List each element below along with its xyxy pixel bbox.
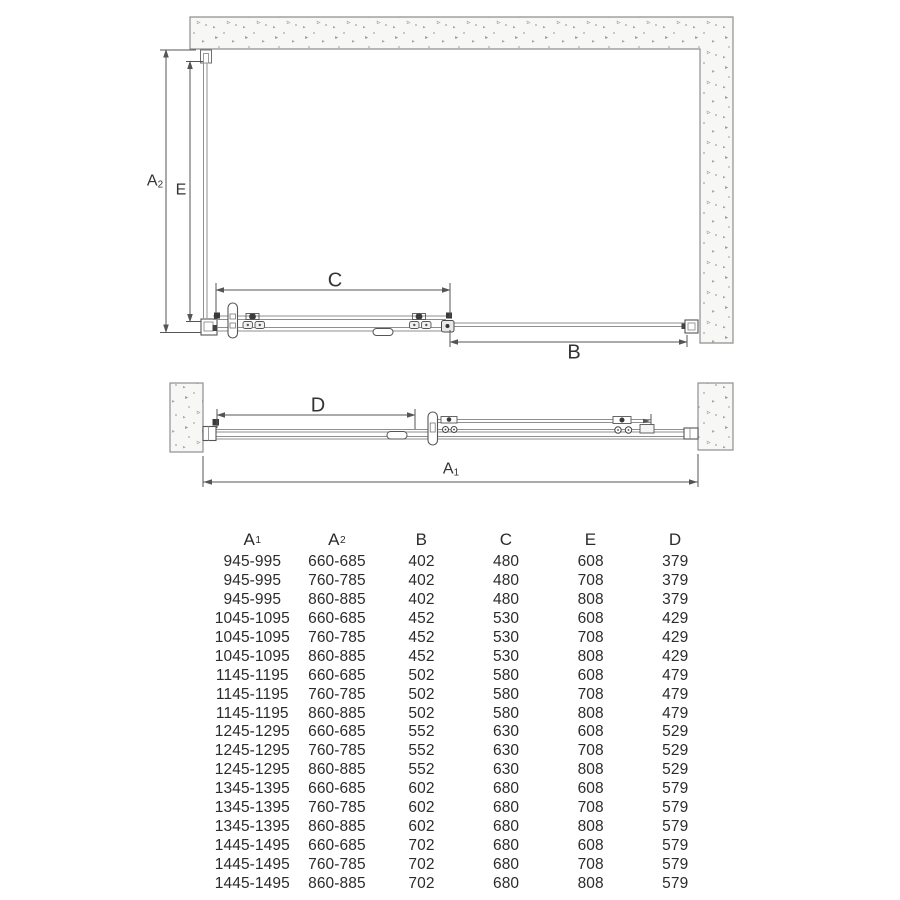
dimension-label-d: D xyxy=(310,394,326,417)
cell-a2: 760-785 xyxy=(308,855,366,873)
cell-b: 452 xyxy=(408,647,435,665)
cell-b: 702 xyxy=(408,874,435,892)
cell-d: 579 xyxy=(662,855,689,873)
cell-d: 379 xyxy=(662,553,689,571)
table-row xyxy=(210,572,718,591)
cell-a2: 660-685 xyxy=(308,610,366,628)
overlap-bracket xyxy=(442,321,455,333)
cell-e: 608 xyxy=(577,610,604,628)
cell-c: 680 xyxy=(492,836,520,854)
cell-d: 479 xyxy=(662,666,689,684)
dimension-label-a2: A2 xyxy=(146,172,164,191)
cell-e: 608 xyxy=(577,723,604,741)
cell-e: 708 xyxy=(577,855,604,873)
cell-a2: 760-785 xyxy=(308,629,366,646)
table-row xyxy=(210,836,718,855)
wall-block-left xyxy=(170,383,203,452)
cell-c: 530 xyxy=(492,629,520,646)
cell-c: 480 xyxy=(492,591,520,609)
cell-a1: 1445-1495 xyxy=(214,855,290,873)
cell-c: 630 xyxy=(492,723,520,741)
cell-e: 808 xyxy=(577,761,604,779)
cell-a2: 860-885 xyxy=(308,704,366,722)
cell-c: 680 xyxy=(492,817,520,835)
cell-e: 608 xyxy=(577,780,604,798)
cell-b: 402 xyxy=(408,591,435,609)
cell-d: 429 xyxy=(662,647,689,665)
cell-e: 808 xyxy=(577,704,604,722)
cell-a1: 1245-1295 xyxy=(214,761,290,779)
floor-guide-tray xyxy=(373,329,393,336)
cell-e: 708 xyxy=(577,629,604,646)
table-row xyxy=(210,685,718,704)
column-header: D xyxy=(668,530,682,549)
dimension-label-c: C xyxy=(327,269,343,292)
cell-b: 452 xyxy=(408,629,435,646)
corner-bracket xyxy=(201,319,217,335)
cell-d: 529 xyxy=(662,742,689,760)
table-row xyxy=(210,742,718,761)
cell-a2: 660-685 xyxy=(308,780,366,798)
cell-a2: 660-685 xyxy=(308,666,366,684)
size-table xyxy=(210,527,718,893)
table-row xyxy=(210,666,718,685)
cell-b: 502 xyxy=(408,666,435,684)
dimension-label-e: E xyxy=(175,181,187,199)
cell-d: 579 xyxy=(662,780,689,798)
table-row xyxy=(210,647,718,666)
cell-b: 452 xyxy=(408,610,435,628)
cell-a2: 860-885 xyxy=(308,591,366,609)
cell-b: 602 xyxy=(408,799,435,817)
door-fastener-right xyxy=(446,313,452,319)
table-row xyxy=(210,591,718,610)
cell-d: 579 xyxy=(662,874,689,892)
table-row xyxy=(210,629,718,648)
cell-a1: 1245-1295 xyxy=(214,742,290,760)
cell-c: 680 xyxy=(492,780,520,798)
cell-e: 708 xyxy=(577,685,604,703)
size-table-header xyxy=(210,527,718,553)
cell-b: 602 xyxy=(408,817,435,835)
table-row xyxy=(210,799,718,818)
cell-c: 580 xyxy=(492,685,520,703)
cell-a2: 660-685 xyxy=(308,723,366,741)
column-header: C xyxy=(499,530,512,549)
column-header: A 2 xyxy=(328,530,346,549)
cell-a1: 1145-1195 xyxy=(215,704,289,722)
cell-c: 630 xyxy=(492,742,520,760)
cell-c: 580 xyxy=(492,666,520,684)
cell-e: 708 xyxy=(577,799,604,817)
cell-a2: 760-785 xyxy=(308,799,366,817)
cell-c: 680 xyxy=(492,799,520,817)
top-view xyxy=(160,17,733,347)
cell-b: 602 xyxy=(408,780,435,798)
size-table-body xyxy=(210,553,718,893)
cell-c: 680 xyxy=(492,855,520,873)
cell-c: 680 xyxy=(492,874,520,892)
cell-d: 379 xyxy=(662,591,689,609)
cell-e: 808 xyxy=(577,591,604,609)
table-row xyxy=(210,817,718,836)
cell-a1: 945-995 xyxy=(223,553,282,571)
cell-a1: 1045-1095 xyxy=(214,610,290,628)
door-handle-front xyxy=(428,412,438,445)
table-row xyxy=(210,780,718,799)
cell-c: 630 xyxy=(492,761,520,779)
cell-a2: 860-885 xyxy=(308,817,366,835)
table-row xyxy=(210,610,718,629)
column-header: B xyxy=(415,530,427,549)
cell-b: 552 xyxy=(408,723,435,741)
cell-d: 429 xyxy=(662,610,689,628)
side-glass-panel xyxy=(204,62,208,318)
cell-e: 808 xyxy=(577,817,604,835)
cell-a2: 660-685 xyxy=(308,553,366,571)
cell-b: 552 xyxy=(408,761,435,779)
cell-a2: 760-785 xyxy=(308,685,366,703)
cell-c: 480 xyxy=(492,572,520,590)
cell-e: 808 xyxy=(577,874,604,892)
cell-a2: 860-885 xyxy=(308,761,366,779)
cell-d: 529 xyxy=(662,723,689,741)
cell-d: 479 xyxy=(662,704,689,722)
floor-guide-front xyxy=(387,432,407,440)
cell-b: 502 xyxy=(408,685,435,703)
cell-e: 608 xyxy=(577,666,604,684)
cell-d: 579 xyxy=(662,836,689,854)
cell-a1: 1245-1295 xyxy=(214,723,290,741)
cell-e: 808 xyxy=(577,647,604,665)
cell-c: 530 xyxy=(492,647,520,665)
cell-b: 702 xyxy=(408,855,435,873)
cell-e: 608 xyxy=(577,836,604,854)
cell-c: 530 xyxy=(492,610,520,628)
dimension-label-b: B xyxy=(567,341,581,364)
wall-bracket-right xyxy=(682,320,699,333)
cell-d: 479 xyxy=(662,685,689,703)
table-row xyxy=(210,874,718,893)
cell-d: 579 xyxy=(662,817,689,835)
dimension-label-a1: A1 xyxy=(442,460,460,479)
cell-a1: 1345-1395 xyxy=(214,817,290,835)
cell-a2: 760-785 xyxy=(308,572,366,590)
cell-a1: 1145-1195 xyxy=(215,685,289,703)
cell-b: 402 xyxy=(408,553,435,571)
cell-a2: 860-885 xyxy=(308,874,366,892)
cell-a2: 660-685 xyxy=(308,836,366,854)
fixed-panel-plan xyxy=(450,323,685,327)
roller-carriage-left-front xyxy=(441,417,457,433)
table-row xyxy=(210,855,718,874)
wall-block-right xyxy=(698,383,733,450)
cell-e: 708 xyxy=(577,742,604,760)
table-row xyxy=(210,704,718,723)
cell-a1: 1345-1395 xyxy=(214,799,290,817)
wall-bracket-front-right xyxy=(684,428,698,439)
cell-e: 708 xyxy=(577,572,604,590)
cell-a2: 860-885 xyxy=(308,647,366,665)
door-fastener-left xyxy=(214,313,220,319)
cell-d: 379 xyxy=(662,572,689,590)
door-handle-plan xyxy=(228,303,238,338)
column-header: A 1 xyxy=(243,530,262,549)
track-bar xyxy=(203,430,698,440)
roller-carriage-left-plan xyxy=(243,313,265,328)
cell-a2: 760-785 xyxy=(308,742,366,760)
cell-a1: 1145-1195 xyxy=(215,666,289,684)
cell-a1: 1445-1495 xyxy=(214,836,290,854)
table-row xyxy=(210,761,718,780)
dimension-e xyxy=(186,61,203,323)
table-row xyxy=(210,723,718,742)
cell-a1: 945-995 xyxy=(223,572,282,590)
table-row xyxy=(210,553,718,572)
cell-d: 579 xyxy=(662,799,689,817)
wall-plan xyxy=(190,17,733,343)
cell-a1: 1045-1095 xyxy=(214,629,290,646)
cell-a1: 1045-1095 xyxy=(214,647,290,665)
column-header: E xyxy=(584,530,597,549)
cell-a1: 1345-1395 xyxy=(214,780,290,798)
cell-b: 502 xyxy=(408,704,435,722)
cell-d: 429 xyxy=(662,629,689,646)
cell-a1: 945-995 xyxy=(223,591,282,609)
cell-b: 402 xyxy=(408,572,435,590)
cell-e: 608 xyxy=(577,553,604,571)
cell-b: 702 xyxy=(408,836,435,854)
cell-b: 552 xyxy=(408,742,435,760)
cell-c: 580 xyxy=(492,704,520,722)
cell-a1: 1445-1495 xyxy=(214,874,290,892)
cell-c: 480 xyxy=(492,553,520,571)
cell-d: 529 xyxy=(662,761,689,779)
